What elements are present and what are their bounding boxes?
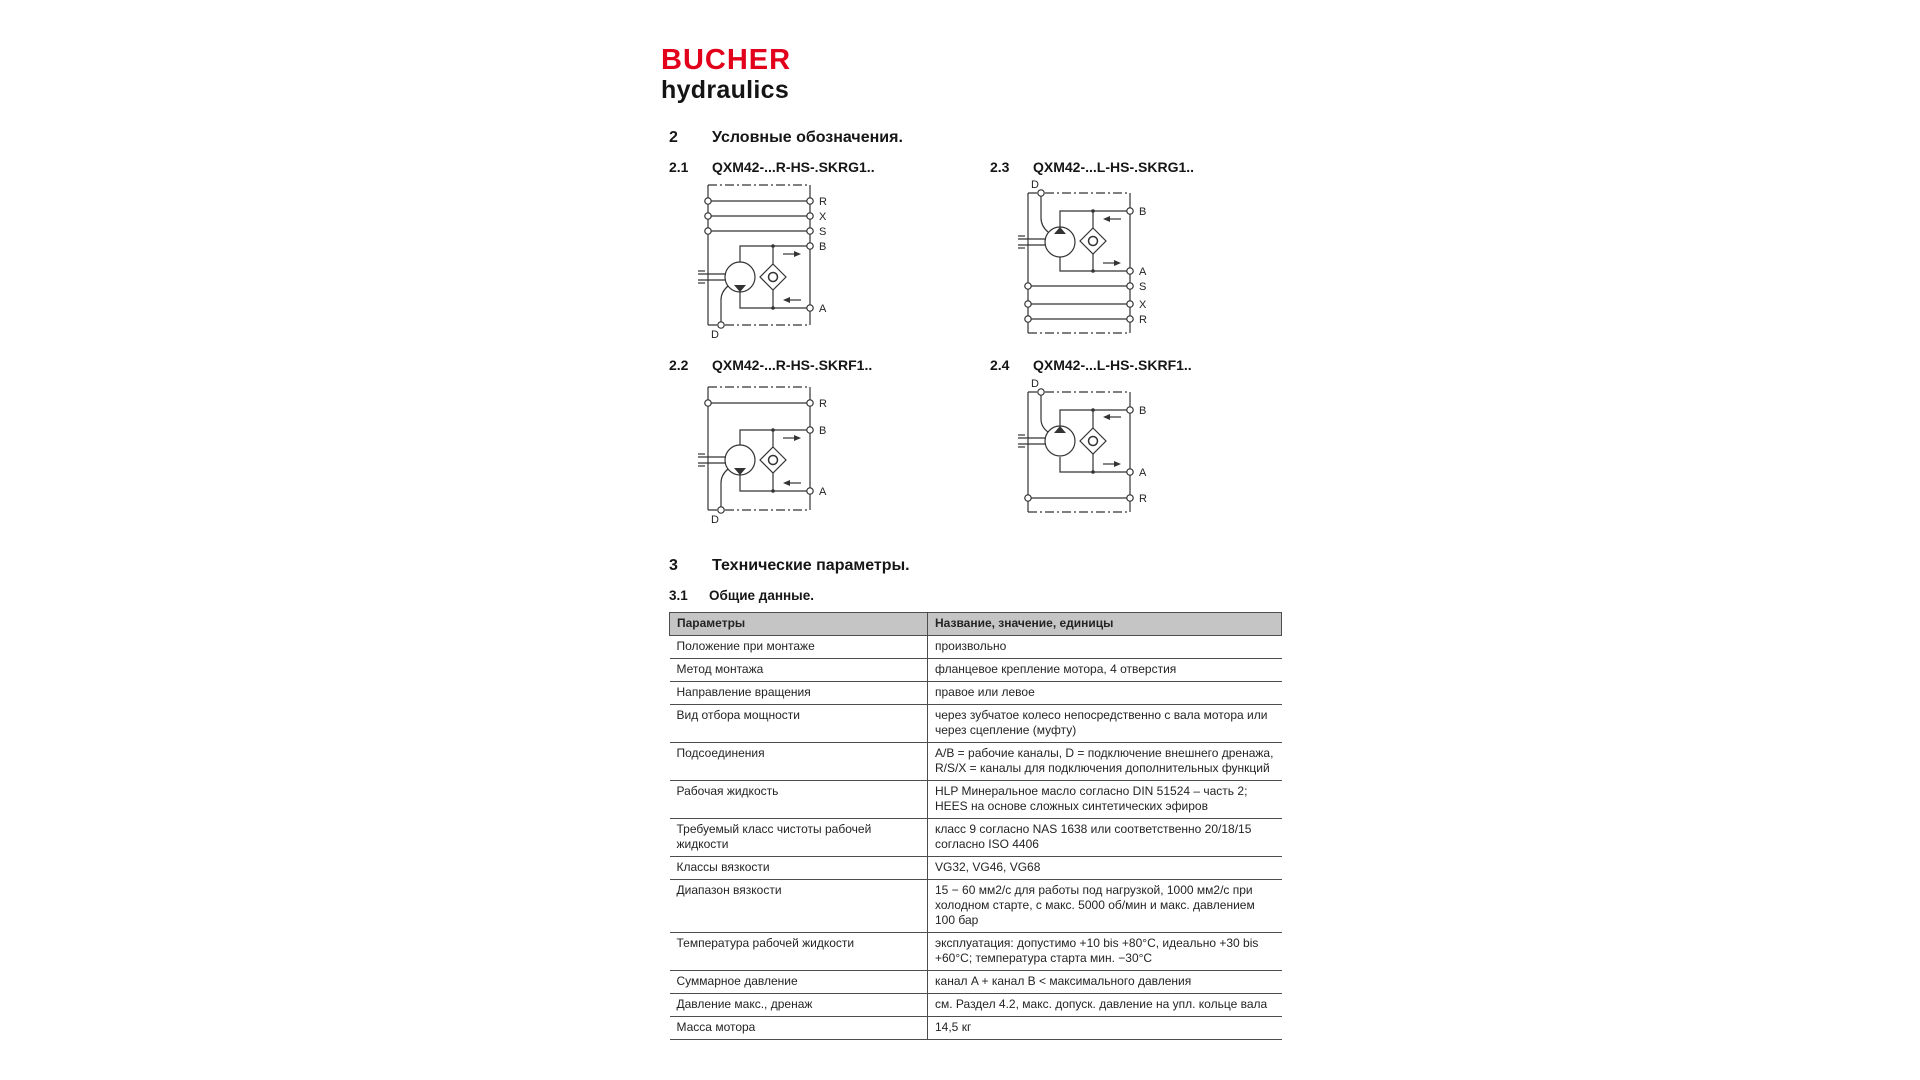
diagram-2-3-number: 2.3 [990, 159, 1010, 175]
section-2-heading [669, 129, 903, 147]
general-data-table [669, 612, 1282, 1040]
logo-brand-text: BUCHER [661, 44, 792, 76]
table-row [670, 1017, 1282, 1040]
diagram-2-4-label [990, 357, 1192, 373]
param-value-cell: через зубчатое колесо непосредственно с вала мотора или через сцепление (муфту) [928, 705, 1282, 743]
table-row [670, 819, 1282, 857]
port-label: B [819, 425, 827, 437]
section-3-1-number: 3.1 [669, 588, 688, 603]
param-name-cell: Направление вращения [670, 682, 928, 705]
diagram-2-3-label [990, 159, 1194, 175]
port-label: A [1139, 467, 1147, 479]
diagram-2-4-number: 2.4 [990, 357, 1010, 373]
column-header-parameters: Параметры [670, 613, 928, 636]
hydraulic-circuit-2-1 [690, 178, 855, 348]
param-name-cell: Положение при монтаже [670, 636, 928, 659]
param-name-cell: Температура рабочей жидкости [670, 933, 928, 971]
table-row [670, 705, 1282, 743]
drain-line-2-4 [1038, 389, 1048, 432]
diagram-2-2-number: 2.2 [669, 357, 689, 373]
param-value-cell: фланцевое крепление мотора, 4 отверстия [928, 659, 1282, 682]
port-label: R [819, 196, 827, 208]
param-value-cell: HLP Минеральное масло согласно DIN 51524 – часть 2; HEES на основе сложных синтетических эфиров [928, 781, 1282, 819]
hydraulic-circuit-2-3 [1010, 178, 1175, 348]
hydraulic-circuit-2-4 [1010, 375, 1175, 525]
section-2-number: 2 [669, 129, 678, 146]
port-label: D [711, 514, 719, 526]
table-header-row [670, 613, 1282, 636]
param-name-cell: Классы вязкости [670, 857, 928, 880]
work-lines-2-3 [1060, 208, 1133, 274]
column-header-values: Название, значение, единицы [928, 613, 1282, 636]
page-content [661, 0, 1301, 1080]
function-lines-2-1 [705, 198, 813, 234]
param-name-cell: Вид отбора мощности [670, 705, 928, 743]
table-row [670, 971, 1282, 994]
param-name-cell: Рабочая жидкость [670, 781, 928, 819]
section-2-title: Условные обозначения. [712, 129, 903, 146]
drain-line-2-3 [1038, 190, 1048, 232]
function-lines-2-2 [705, 400, 813, 406]
port-label: X [1139, 299, 1147, 311]
port-label: S [1139, 281, 1147, 293]
table-row [670, 636, 1282, 659]
table-row [670, 781, 1282, 819]
table-row [670, 682, 1282, 705]
motor-symbol [1018, 227, 1075, 257]
port-label: X [819, 211, 827, 223]
port-label: S [819, 226, 827, 238]
diagram-2-1-label [669, 159, 875, 175]
port-label: D [1031, 378, 1039, 390]
table-row [670, 857, 1282, 880]
table-row [670, 933, 1282, 971]
param-name-cell: Требуемый класс чистоты рабочей жидкости [670, 819, 928, 857]
param-value-cell: см. Раздел 4.2, макс. допуск. давление на упл. кольце вала [928, 994, 1282, 1017]
port-label: R [1139, 314, 1147, 326]
work-lines-2-4 [1060, 407, 1133, 475]
param-value-cell: 15 − 60 мм2/с для работы под нагрузкой, 1000 мм2/с при холодном старте, с макс. 5000 об/мин и макс. давлением 100 бар [928, 880, 1282, 933]
param-value-cell: VG32, VG46, VG68 [928, 857, 1282, 880]
param-value-cell: правое или левое [928, 682, 1282, 705]
section-3-number: 3 [669, 557, 678, 574]
check-valve-icon [760, 447, 786, 473]
port-label: D [711, 329, 719, 341]
logo-sub-text: hydraulics [661, 76, 790, 104]
param-name-cell: Диапазон вязкости [670, 880, 928, 933]
hydraulic-circuit-2-2 [690, 380, 855, 530]
port-label: B [819, 241, 827, 253]
drain-line-2-1 [718, 286, 728, 328]
table-row [670, 659, 1282, 682]
param-name-cell: Давление макс., дренаж [670, 994, 928, 1017]
function-lines-2-3 [1025, 283, 1133, 322]
port-label: A [819, 486, 827, 498]
param-name-cell: Масса мотора [670, 1017, 928, 1040]
port-label: R [1139, 493, 1147, 505]
diagram-2-2-title: QXM42-...R-HS-.SKRF1.. [712, 357, 873, 373]
table-row [670, 880, 1282, 933]
port-label: B [1139, 206, 1147, 218]
param-value-cell: A/B = рабочие каналы, D = подключение внешнего дренажа, R/S/X = каналы для подключения дополнительных функций [928, 743, 1282, 781]
diagram-2-4-title: QXM42-...L-HS-.SKRF1.. [1033, 357, 1192, 373]
param-name-cell: Метод монтажа [670, 659, 928, 682]
section-3-1-heading [669, 588, 814, 603]
diagram-2-1-title: QXM42-...R-HS-.SKRG1.. [712, 159, 875, 175]
port-label: R [819, 398, 827, 410]
port-label: D [1031, 179, 1039, 191]
param-value-cell: 14,5 кг [928, 1017, 1282, 1040]
port-label: A [1139, 266, 1147, 278]
param-name-cell: Подсоединения [670, 743, 928, 781]
section-3-1-title: Общие данные. [709, 588, 814, 603]
work-lines-2-1 [740, 243, 813, 311]
drain-line-2-2 [718, 469, 728, 513]
function-lines-2-4 [1025, 495, 1133, 501]
param-value-cell: эксплуатация: допустимо +10 bis +80°C, идеально +30 bis +60°C; температура старта мин. −30°C [928, 933, 1282, 971]
table-row [670, 994, 1282, 1017]
check-valve-icon [760, 264, 786, 290]
table-row [670, 743, 1282, 781]
work-lines-2-2 [740, 427, 813, 494]
diagram-2-2-label [669, 357, 872, 373]
diagram-2-3-title: QXM42-...L-HS-.SKRG1.. [1033, 159, 1195, 175]
port-label: A [819, 303, 827, 315]
section-3-heading [669, 557, 910, 575]
section-3-title: Технические параметры. [712, 557, 910, 574]
port-label: B [1139, 405, 1147, 417]
param-value-cell: класс 9 согласно NAS 1638 или соответственно 20/18/15 согласно ISO 4406 [928, 819, 1282, 857]
bucher-logo [661, 46, 791, 103]
diagram-2-1-number: 2.1 [669, 159, 689, 175]
check-valve-icon [1080, 228, 1106, 254]
check-valve-icon [1080, 428, 1106, 454]
param-value-cell: канал A + канал B < максимального давления [928, 971, 1282, 994]
param-name-cell: Суммарное давление [670, 971, 928, 994]
param-value-cell: произвольно [928, 636, 1282, 659]
